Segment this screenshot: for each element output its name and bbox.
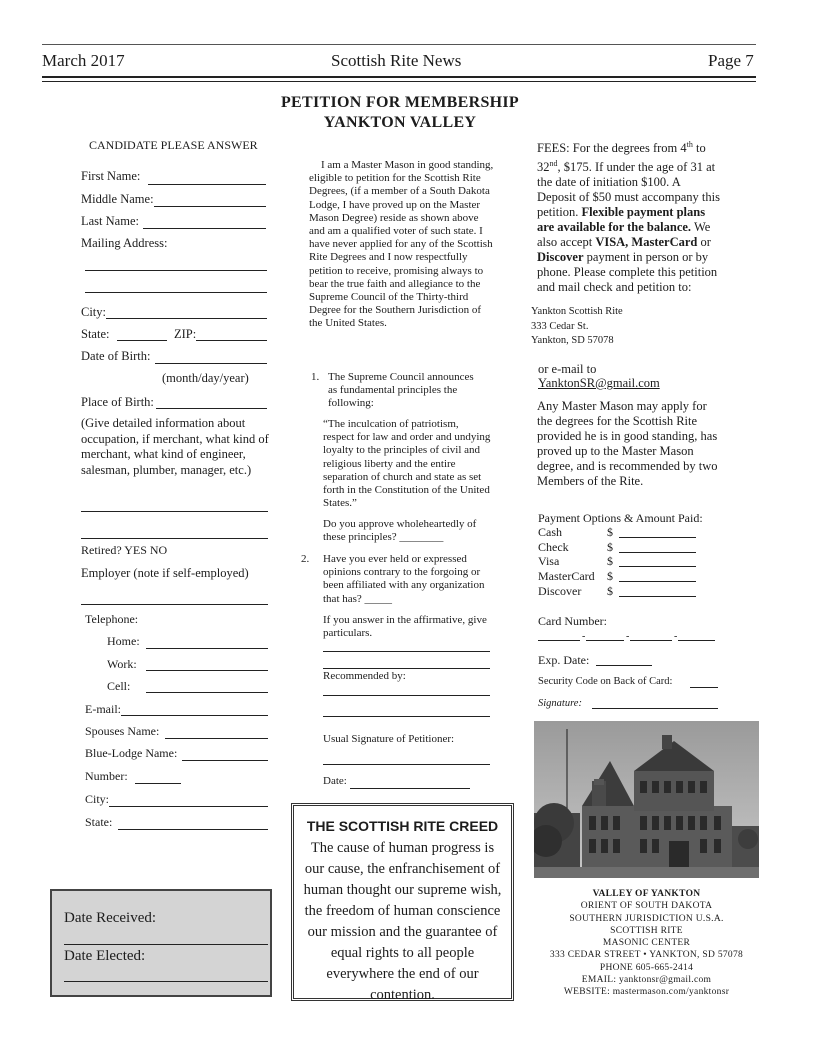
fees-paragraph: FEES: For the degrees from 4th to 32nd, $175. If under the age of 31 at the date of initiation $100. A Deposit of $50 must accompany this petition. Flexible payment plans are available for the balance. We also accept VISA, MasterCard or Discover payment in person or by phone. Please complete this petition and mail check and petition to: [537,140,720,295]
date-received-field[interactable] [64,944,268,945]
card-number-field[interactable]: - - - [538,640,715,641]
approve-question[interactable]: Do you approve wholeheartedly of these principles? ________ [323,518,477,544]
exp-date-field[interactable] [596,665,652,666]
center-name: MASONIC CENTER [602,938,691,949]
creed-text: The cause of human progress is our cause, the enfranchisement of human thought our supreme wish, the freedom of human conscience our mission and the guarantee of equal rights to all people everywhere the end of our contention. [303,840,502,1003]
occupation-instructions: (Give detailed information about occupation, if merchant, what kind of merchant, what kind of engineer, salesman, plumber, manager, etc.) [81,416,269,477]
work-phone-label: Work: [107,657,137,671]
mailing-address-field-1[interactable] [85,270,267,271]
recommended-label: Recommended by: [323,670,406,682]
lodge-state-label: State: [85,815,113,829]
masonic-center-photo [534,721,759,878]
dob-label: Date of Birth: [81,349,151,363]
security-code-field[interactable] [690,687,718,688]
email-label: E-mail: [85,702,121,716]
card-signature-label: Signature: [538,698,582,709]
payment-heading: Payment Options & Amount Paid: [538,511,703,525]
particulars-field-2[interactable] [323,668,490,669]
last-name-field[interactable] [143,228,266,229]
work-phone-field[interactable] [146,670,268,671]
item-1-number: 1. [311,371,320,383]
particulars-field-1[interactable] [323,651,490,652]
payment-amount-field[interactable] [619,581,696,582]
signature-field[interactable] [323,764,490,765]
footer-email[interactable]: EMAIL: yanktonsr@gmail.com [581,975,712,986]
payment-option-label: Check [538,539,569,554]
card-number-label: Card Number: [538,614,607,628]
eligibility-paragraph: Any Master Mason may apply for the degrees for the Scottish Rite provided he is in good standing, has proved up to the Master Mason degree, and is recommended by two Members of the Rite. [537,399,718,488]
dollar-sign: $ [607,525,613,539]
payment-option-label: Discover [538,583,582,598]
orient-name: ORIENT OF SOUTH DAKOTA [580,901,713,912]
payment-option-label: MasterCard [538,569,595,584]
city-field[interactable] [106,318,267,319]
mailing-address-field-2[interactable] [85,292,267,293]
mailing-address-block [531,305,623,349]
occupation-field-2[interactable] [81,538,268,539]
rite-name: SCOTTISH RITE [610,925,683,936]
phone-number: PHONE 605-665-2414 [599,962,694,973]
telephone-label: Telephone: [85,612,139,626]
security-code-label: Security Code on Back of Card: [538,676,673,687]
zip-field[interactable] [196,340,267,341]
employer-field[interactable] [81,604,268,605]
dollar-sign: $ [607,569,613,584]
card-signature-field[interactable] [592,708,718,709]
issue-date: March 2017 [42,51,125,70]
middle-name-label: Middle Name: [81,192,154,206]
dollar-sign: $ [607,583,613,598]
payment-option-label: Visa [538,554,560,569]
payment-amount-field[interactable] [619,537,696,538]
blue-lodge-field[interactable] [182,760,268,761]
blue-lodge-label: Blue-Lodge Name: [85,746,178,760]
lodge-city-label: City: [85,792,110,806]
recommended-field-1[interactable] [323,695,490,696]
email-field[interactable] [121,715,268,716]
header-top-rule [42,44,756,45]
address-line-2: 333 Cedar St. [531,320,589,332]
date-received-label: Date Received: [64,910,157,926]
dob-field[interactable] [155,363,267,364]
first-name-field[interactable] [148,184,266,185]
contact-email-link[interactable]: YanktonSR@gmail.com [538,376,660,390]
form-title: PETITION FOR MEMBERSHIP [280,94,520,111]
date-field[interactable] [350,788,470,789]
cell-phone-field[interactable] [146,692,268,693]
scottish-rite-creed-box [291,803,514,1001]
exp-date-label: Exp. Date: [538,653,590,667]
candidate-heading: CANDIDATE PLEASE ANSWER [89,138,258,152]
dollar-sign: $ [607,539,613,554]
lodge-city-field[interactable] [109,806,268,807]
dob-hint: (month/day/year) [162,371,249,385]
page-number: Page 7 [708,51,754,70]
jurisdiction: SOUTHERN JURISDICTION U.S.A. [569,913,724,924]
valley-name: VALLEY OF YANKTON [592,889,701,899]
creed-title: THE SCOTTISH RITE CREED [306,818,499,834]
date-elected-field[interactable] [64,981,268,982]
date-label: Date: [323,775,347,787]
pob-label: Place of Birth: [81,395,154,409]
address-line-1: Yankton Scottish Rite [531,306,623,317]
pob-field[interactable] [156,408,267,409]
item-1-text: The Supreme Council announces as fundamental principles the following: [328,371,474,410]
recommended-field-2[interactable] [323,716,490,717]
home-phone-field[interactable] [146,648,268,649]
payment-amount-field[interactable] [619,566,696,567]
principles-quote: “The inculcation of patriotism, respect for law and order and undying loyalty to the principles of civil and religious liberty and the entire separation of church and state as set forth in the Constitution of the United States.” [323,418,491,510]
signature-label: Usual Signature of Petitioner: [323,733,455,745]
payment-amount-field[interactable] [619,552,696,553]
valley-contact-block [534,888,759,999]
item-2-number: 2. [301,553,310,565]
header-rule-thin [42,81,756,82]
middle-name-field[interactable] [154,206,266,207]
lodge-number-label: Number: [85,769,128,783]
zip-label: ZIP: [174,327,197,341]
publication-title: Scottish Rite News [331,51,462,70]
employer-label: Employer (note if self-employed) [81,566,249,580]
item-2-text: Have you ever held or expressed opinions contrary to the forgoing or been affiliated with any organization that has? _____ [323,553,485,605]
city-label: City: [81,305,107,319]
payment-amount-field[interactable] [619,596,696,597]
affirmative-instruction: If you answer in the affirmative, give particulars. [323,614,487,640]
building-photo-illustration [534,721,759,878]
state-label: State: [81,327,110,341]
cell-phone-label: Cell: [107,679,131,693]
spouse-label: Spouses Name: [85,724,160,738]
street-address: 333 CEDAR STREET • YANKTON, SD 57078 [549,950,744,961]
dollar-sign: $ [607,554,613,569]
state-field[interactable] [117,340,167,341]
occupation-field-1[interactable] [81,511,268,512]
lodge-number-field[interactable] [135,783,181,784]
petition-statement: I am a Master Mason in good standing, eligible to petition for the Scottish Rite Degrees, (if a member of a South Dakota Lodge, I have proved up on the Master Mason Degree) reside as shown above and am a qualified voter of such state. I have never applied for any of the Scottish Rite Degrees and I now respectfully petition to receive, promising always to bear the true faith and allegiance to the Supreme Council of the Thirty-third Degree for the Southern Jurisdiction of the United States. [309,159,494,330]
payment-option-label: Cash [538,525,562,539]
lodge-state-field[interactable] [118,829,268,830]
header-rule-thick [42,76,756,78]
last-name-label: Last Name: [81,214,139,228]
date-elected-label: Date Elected: [64,948,146,964]
footer-website[interactable]: WEBSITE: mastermason.com/yanktonsr [563,987,730,998]
office-use-box [50,889,272,997]
spouse-field[interactable] [165,738,268,739]
form-subtitle: YANKTON VALLEY [323,114,477,131]
address-line-3: Yankton, SD 57078 [531,335,614,346]
home-phone-label: Home: [107,634,140,648]
mailing-address-label: Mailing Address: [81,236,168,250]
first-name-label: First Name: [81,169,141,183]
retired-question[interactable]: Retired? YES NO [81,543,168,557]
email-or-label: or e-mail to [538,362,597,376]
